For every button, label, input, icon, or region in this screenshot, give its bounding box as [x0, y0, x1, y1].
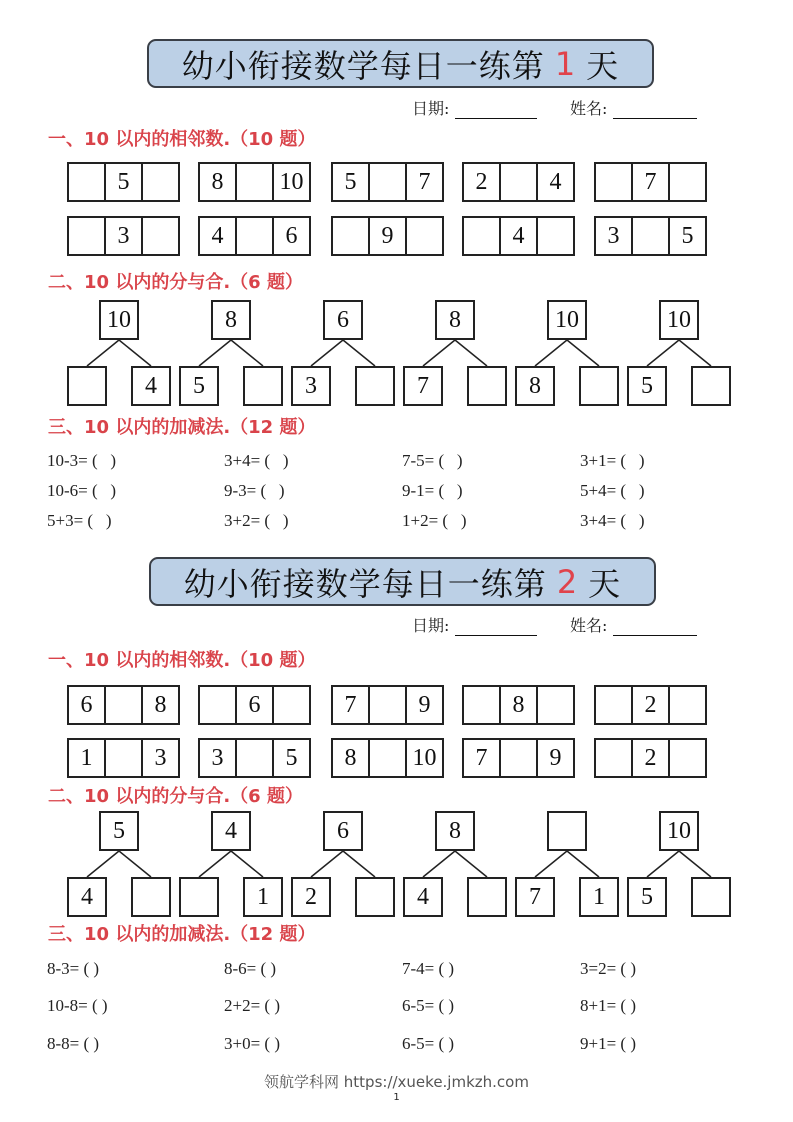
equation[interactable]: 10-8= ( ): [47, 996, 108, 1015]
equation[interactable]: 9-1= ( ): [402, 481, 463, 500]
equation[interactable]: 8+1= ( ): [580, 996, 636, 1015]
equation[interactable]: 6-5= ( ): [402, 1034, 455, 1053]
number-box: 8: [499, 685, 538, 725]
number-box: 4: [536, 162, 575, 202]
equation[interactable]: 3+4= ( ): [580, 511, 645, 530]
equation[interactable]: 3+4= ( ): [224, 451, 289, 470]
number-box-top: 6: [323, 811, 363, 851]
number-box: 3: [104, 216, 143, 256]
number-box-left: 4: [403, 877, 443, 917]
equation[interactable]: 9-3= ( ): [224, 481, 285, 500]
title-suffix: 天: [588, 564, 622, 603]
number-box: 10: [405, 738, 444, 778]
title-text: 幼小衔接数学每日一练第: [183, 564, 547, 603]
day-number: 1: [554, 44, 577, 83]
number-box: 8: [141, 685, 180, 725]
number-box: 6: [67, 685, 106, 725]
number-box-left: 4: [67, 877, 107, 917]
number-box-left: 5: [627, 366, 667, 406]
number-box-top: 8: [211, 300, 251, 340]
number-box: 7: [462, 738, 501, 778]
page-number: 1: [393, 1092, 400, 1103]
equation[interactable]: 8-6= ( ): [224, 959, 277, 978]
equation[interactable]: 2+2= ( ): [224, 996, 280, 1015]
equation[interactable]: 9+1= ( ): [580, 1034, 636, 1053]
date-label: 日期:: [412, 616, 450, 635]
equation[interactable]: 8-8= ( ): [47, 1034, 100, 1053]
section-heading-adjacent: 一、10 以内的相邻数.（10 题）: [48, 650, 316, 671]
footer-watermark: 领航学科网 https://xueke.jmkzh.com: [264, 1073, 529, 1091]
equation[interactable]: 8-3= ( ): [47, 959, 100, 978]
number-box-left: 7: [515, 877, 555, 917]
name-label: 姓名:: [570, 99, 608, 118]
number-box-left: 3: [291, 366, 331, 406]
title-text: 幼小衔接数学每日一练第: [181, 46, 545, 85]
equation[interactable]: 6-5= ( ): [402, 996, 455, 1015]
day-number: 2: [556, 562, 579, 601]
number-box: 6: [235, 685, 274, 725]
number-box: 7: [631, 162, 670, 202]
number-box: 8: [198, 162, 237, 202]
number-box: 1: [67, 738, 106, 778]
section-heading-decompose: 二、10 以内的分与合.（6 题）: [48, 786, 303, 807]
number-box: 4: [499, 216, 538, 256]
number-box: 2: [462, 162, 501, 202]
number-box-right: 1: [579, 877, 619, 917]
equation[interactable]: 3+2= ( ): [224, 511, 289, 530]
number-box: 5: [104, 162, 143, 202]
number-box: 6: [272, 216, 311, 256]
section-heading-decompose: 二、10 以内的分与合.（6 题）: [48, 272, 303, 293]
date-label: 日期:: [412, 99, 450, 118]
number-box-top: 10: [547, 300, 587, 340]
number-box-top: 10: [99, 300, 139, 340]
number-box-top: 5: [99, 811, 139, 851]
equation[interactable]: 3=2= ( ): [580, 959, 636, 978]
number-box: 7: [331, 685, 370, 725]
equation[interactable]: 3+1= ( ): [580, 451, 645, 470]
equation[interactable]: 5+4= ( ): [580, 481, 645, 500]
number-box-left: 5: [179, 366, 219, 406]
number-box-left: 8: [515, 366, 555, 406]
number-box-left: 7: [403, 366, 443, 406]
equation[interactable]: 10-6= ( ): [47, 481, 117, 500]
section-heading-arithmetic: 三、10 以内的加减法.（12 题）: [48, 417, 316, 438]
number-box-top: 10: [659, 811, 699, 851]
equation[interactable]: 5+3= ( ): [47, 511, 112, 530]
equation[interactable]: 3+0= ( ): [224, 1034, 280, 1053]
number-box: 9: [368, 216, 407, 256]
number-box: 7: [405, 162, 444, 202]
equation[interactable]: 10-3= ( ): [47, 451, 117, 470]
number-box: 5: [272, 738, 311, 778]
number-box-top: 8: [435, 300, 475, 340]
number-box: 10: [272, 162, 311, 202]
number-box: 3: [141, 738, 180, 778]
equation[interactable]: 1+2= ( ): [402, 511, 467, 530]
section-heading-adjacent: 一、10 以内的相邻数.（10 题）: [48, 129, 316, 150]
number-box-right: 1: [243, 877, 283, 917]
number-box-left: 5: [627, 877, 667, 917]
section-heading-arithmetic: 三、10 以内的加减法.（12 题）: [48, 924, 316, 945]
number-box-top: 6: [323, 300, 363, 340]
number-box-left: 2: [291, 877, 331, 917]
number-box: 2: [631, 738, 670, 778]
number-box: 2: [631, 685, 670, 725]
equation[interactable]: 7-5= ( ): [402, 451, 463, 470]
number-box: 5: [668, 216, 707, 256]
number-box-right: 4: [131, 366, 171, 406]
number-box: 4: [198, 216, 237, 256]
number-box-top: 10: [659, 300, 699, 340]
number-box: 8: [331, 738, 370, 778]
number-box: 9: [536, 738, 575, 778]
number-box-top: 8: [435, 811, 475, 851]
number-box: 3: [198, 738, 237, 778]
title-suffix: 天: [586, 46, 620, 85]
equation[interactable]: 7-4= ( ): [402, 959, 455, 978]
number-box: 9: [405, 685, 444, 725]
number-box-top: 4: [211, 811, 251, 851]
number-box: 3: [594, 216, 633, 256]
number-box: 5: [331, 162, 370, 202]
name-label: 姓名:: [570, 616, 608, 635]
